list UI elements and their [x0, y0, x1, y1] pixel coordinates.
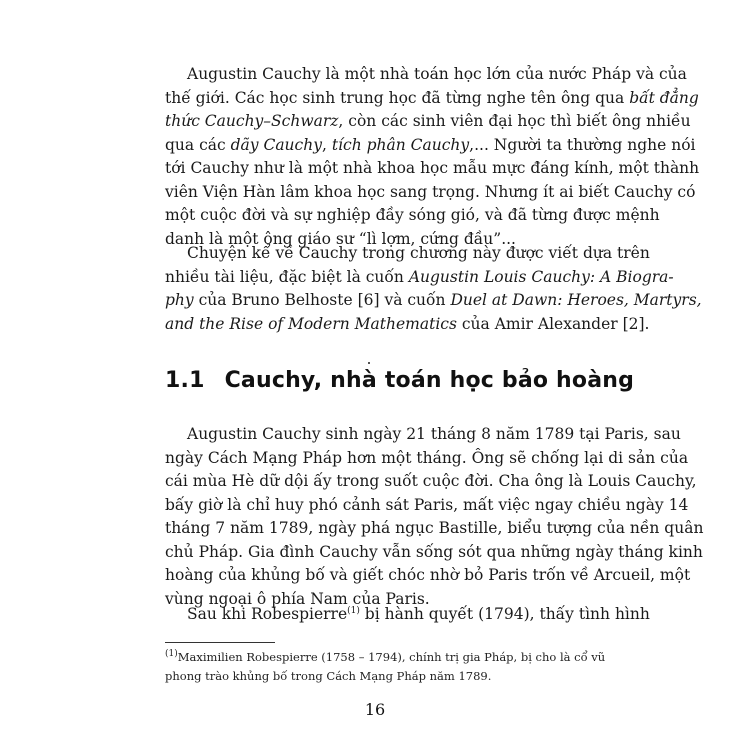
stray-mark: [368, 362, 370, 364]
intro-paragraph: Augustin Cauchy là một nhà toán học lớn của nước Pháp và của thế giới. Các học sinh trung học đã từng nghe tên ông qua bất đẳng thức Cauchy–Schwarz, còn các sinh viên đại học thì biết ông nhiều qua các dãy Cauchy, tích phân Cauchy,... Người ta thường nghe nói tới Cauchy như là một nhà khoa học mẫu mực đáng kính, một thành viên Viện Hàn lâm khoa học sang trọng. Nhưng ít ai biết Cauchy có một cuộc đời và sự nghiệp đầy sóng gió, và đã từng được mệnh danh là một ông giáo sư “lì lợm, cứng đầu”...: [165, 65, 700, 248]
footnote-mark: (1): [165, 649, 178, 660]
footnote-ref: (1): [347, 605, 360, 616]
footnote: $^{(1)}$Maximilien Robespierre (1758 – 1794), chính trị gia Pháp, bị cho là cổ vũ phong trào khủng bố trong Cách Mạng Pháp năm 1789.: [165, 649, 606, 683]
body-paragraph-2: Sau khi Robespierre$^{(1)}$ bị hành quyết (1794), thấy tình hình: [187, 605, 650, 623]
body-paragraph-1: Augustin Cauchy sinh ngày 21 tháng 8 năm 1789 tại Paris, sau ngày Cách Mạng Pháp hơn một tháng. Ông sẽ chống lại di sản của cái mùa Hè dữ dội ấy trong suốt cuộc đời. Cha ông là Louis Cauchy, bấy giờ là chỉ huy phó cảnh sát Paris, mất việc ngay chiều ngày 14 tháng 7 năm 1789, ngày phá ngục Bastille, biểu tượng của nền quân chủ Pháp. Gia đình Cauchy vẫn sống sót qua những ngày tháng kinh hoàng của khủng bố và giết chóc nhờ bỏ Paris trốn về Arcueil, một vùng ngoại ô phía Nam của Paris.: [165, 425, 704, 608]
page-number: 16: [364, 700, 386, 719]
section-title: Cauchy, nhà toán học bảo hoàng: [224, 368, 635, 393]
sources-paragraph: Chuyện kể về Cauchy trong chương này được viết dựa trên nhiều tài liệu, đặc biệt là cuốn Augustin Louis Cauchy: A Biogra- phy của Bruno Belhoste [6] và cuốn Duel at Dawn: Heroes, Martyrs, and the Rise of Modern Mathematics của Amir Alexander [2].: [165, 244, 702, 333]
section-number: 1.1: [165, 368, 205, 393]
footnote-rule: [165, 642, 275, 643]
section-heading: [165, 368, 634, 393]
